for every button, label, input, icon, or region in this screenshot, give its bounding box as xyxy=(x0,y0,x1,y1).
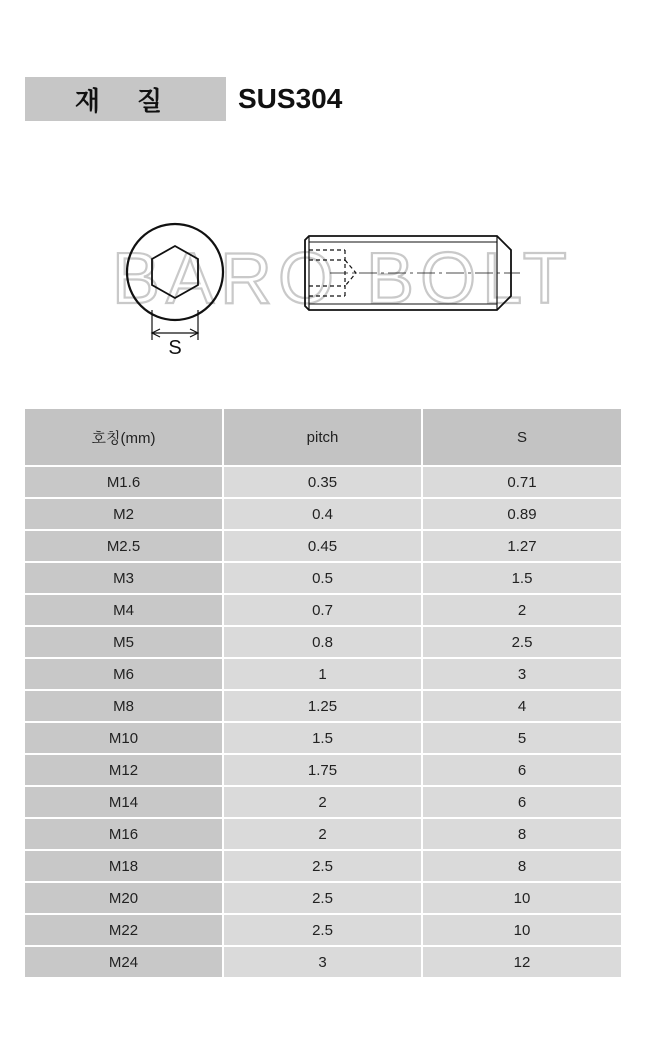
pitch-cell: 2 xyxy=(224,787,423,819)
s-cell: 8 xyxy=(423,851,621,883)
pitch-cell: 1.75 xyxy=(224,755,423,787)
size-cell: M20 xyxy=(25,883,224,915)
size-cell: M16 xyxy=(25,819,224,851)
table-header-row xyxy=(25,409,621,467)
s-cell: 0.89 xyxy=(423,499,621,531)
table-row xyxy=(25,723,621,755)
s-cell: 2 xyxy=(423,595,621,627)
size-cell: M2.5 xyxy=(25,531,224,563)
table-row xyxy=(25,659,621,691)
material-label: 재 질 xyxy=(25,77,226,121)
pitch-cell: 2.5 xyxy=(224,915,423,947)
header-s: S xyxy=(423,409,621,467)
size-cell: M14 xyxy=(25,787,224,819)
table-row xyxy=(25,915,621,947)
spec-table xyxy=(25,409,621,977)
s-cell: 0.71 xyxy=(423,467,621,499)
size-cell: M2 xyxy=(25,499,224,531)
size-cell: M3 xyxy=(25,563,224,595)
s-cell: 1.27 xyxy=(423,531,621,563)
size-cell: M6 xyxy=(25,659,224,691)
table-row xyxy=(25,787,621,819)
s-cell: 10 xyxy=(423,915,621,947)
table-row xyxy=(25,531,621,563)
table-row xyxy=(25,755,621,787)
pitch-cell: 0.7 xyxy=(224,595,423,627)
pitch-cell: 2.5 xyxy=(224,883,423,915)
s-cell: 10 xyxy=(423,883,621,915)
watermark: BARO BOLT xyxy=(112,239,573,319)
s-cell: 1.5 xyxy=(423,563,621,595)
size-cell: M1.6 xyxy=(25,467,224,499)
pitch-cell: 2.5 xyxy=(224,851,423,883)
pitch-cell: 0.45 xyxy=(224,531,423,563)
pitch-cell: 1.25 xyxy=(224,691,423,723)
pitch-cell: 0.5 xyxy=(224,563,423,595)
s-cell: 4 xyxy=(423,691,621,723)
size-cell: M10 xyxy=(25,723,224,755)
size-cell: M4 xyxy=(25,595,224,627)
size-cell: M24 xyxy=(25,947,224,977)
table-row xyxy=(25,819,621,851)
size-cell: M12 xyxy=(25,755,224,787)
material-value: SUS304 xyxy=(238,83,343,114)
s-cell: 2.5 xyxy=(423,627,621,659)
table-row xyxy=(25,595,621,627)
pitch-cell: 2 xyxy=(224,819,423,851)
pitch-cell: 3 xyxy=(224,947,423,977)
table-row xyxy=(25,851,621,883)
s-cell: 8 xyxy=(423,819,621,851)
s-cell: 3 xyxy=(423,659,621,691)
pitch-cell: 0.4 xyxy=(224,499,423,531)
set-screw-drawing xyxy=(0,190,646,370)
table-row xyxy=(25,499,621,531)
table-row xyxy=(25,691,621,723)
table-row xyxy=(25,467,621,499)
pitch-cell: 1 xyxy=(224,659,423,691)
pitch-cell: 0.8 xyxy=(224,627,423,659)
table-row xyxy=(25,563,621,595)
header-pitch: pitch xyxy=(224,409,423,467)
s-cell: 6 xyxy=(423,787,621,819)
s-cell: 5 xyxy=(423,723,621,755)
table-row xyxy=(25,947,621,977)
pitch-cell: 1.5 xyxy=(224,723,423,755)
size-cell: M8 xyxy=(25,691,224,723)
size-cell: M22 xyxy=(25,915,224,947)
size-cell: M5 xyxy=(25,627,224,659)
s-cell: 6 xyxy=(423,755,621,787)
table-row xyxy=(25,627,621,659)
s-cell: 12 xyxy=(423,947,621,977)
size-cell: M18 xyxy=(25,851,224,883)
header-size: 호칭(mm) xyxy=(25,409,224,467)
pitch-cell: 0.35 xyxy=(224,467,423,499)
table-row xyxy=(25,883,621,915)
dimension-s-label: S xyxy=(168,337,182,359)
